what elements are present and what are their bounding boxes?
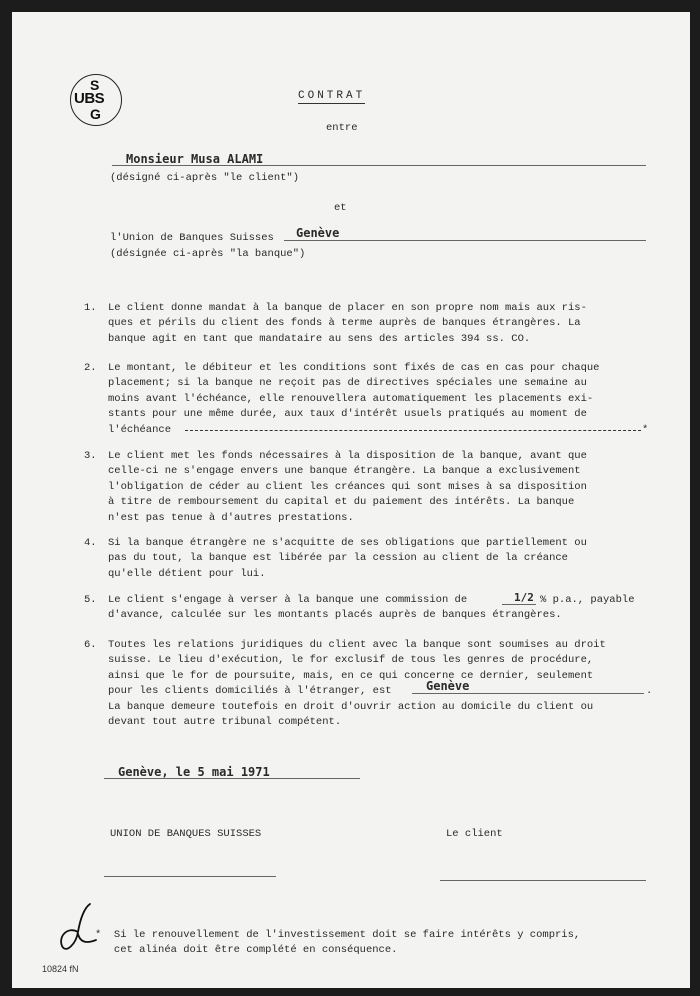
footnote-marker: *	[642, 424, 649, 436]
client-designation: (désigné ci-après "le client")	[110, 172, 300, 184]
contract-page	[12, 12, 690, 988]
bank-signature-label: UNION DE BANQUES SUISSES	[110, 828, 262, 840]
commission-rate: 1/2	[514, 591, 534, 604]
signing-date: Genève, le 5 mai 1971	[118, 765, 270, 779]
footnote: * Si le renouvellement de l'investissement doit se faire intérêts y compris, cet alinéa doit être complété en conséquence.	[95, 929, 581, 957]
clause-5: 5. Le client s'engage à verser à la banque une commission de d'avance, calculée sur les montants placés auprès de banques étrangères. 1/2 % p.a., payable	[84, 591, 635, 622]
date-line	[104, 778, 360, 779]
bank-designation: (désignée ci-après "la banque")	[110, 248, 306, 260]
client-signature-label: Le client	[446, 828, 503, 840]
form-code: 10824 fN	[42, 964, 79, 974]
client-signature-line	[440, 880, 646, 881]
commission-suffix: % p.a., payable	[540, 594, 635, 606]
clause-3: 3. Le client met les fonds nécessaires à la disposition de la banque, avant que celle-ci ne s'engage envers une banque étrangère. La banque a exclusivement l'obligation de céder au client les créances qui sont mises à sa disposition à titre de remboursement du capital et du paiement des intérêts. La banque n'est pas tenue à d'autres prestations.	[84, 450, 587, 524]
entre-label: entre	[326, 122, 358, 134]
clause-2: 2. Le montant, le débiteur et les conditions sont fixés de cas en cas pour chaque placement; si la banque ne reçoit pas de directives spéciales une semaine au moins avant l'échéance, elle renouvellera automatiquement les placements exi- stants pour une même durée, aux taux d'intérêt usuels pratiqués au moment de l'échéance *	[108, 361, 678, 438]
clause-4: 4. Si la banque étrangère ne s'acquitte de ses obligations que partiellement ou pas du tout, la banque est libérée par la cession au client de la créance qu'elle détient pour lui.	[84, 537, 587, 580]
client-name-line	[112, 165, 646, 166]
client-name: Monsieur Musa ALAMI	[126, 152, 264, 166]
ubs-sbg-logo: S UBS G	[70, 74, 122, 126]
jurisdiction: Genève	[426, 679, 470, 693]
clause-6: 6. Toutes les relations juridiques du client avec la banque sont soumises au droit suisse. Le lieu d'exécution, le for exclusif de tous les genres de procédure, ainsi que le for de poursuite, mais, en ce qui concerne ce dernier, seulement pour les clients domiciliés à l'étranger, est La banque demeure toutefois en droit d'ouvrir action au domicile du client ou devant tout autre tribunal compétent. Genève .	[84, 639, 653, 729]
document-title: CONTRAT	[298, 90, 366, 102]
echeance-dash-line	[185, 430, 641, 431]
jurisdiction-line	[412, 693, 644, 694]
bank-label: l'Union de Banques Suisses	[110, 232, 274, 244]
bank-branch-line	[284, 240, 646, 241]
bank-signature-line	[104, 876, 276, 877]
et-label: et	[334, 202, 347, 214]
commission-line	[502, 604, 536, 605]
handwritten-initials-icon	[56, 902, 98, 954]
clause-1: 1. Le client donne mandat à la banque de placer en son propre nom mais aux ris- ques et périls du client des fonds à terme auprès de banques étrangères. La banque agit en tant que mandataire au sens des articles 394 ss. CO.	[84, 302, 587, 345]
bank-branch: Genève	[296, 226, 340, 240]
